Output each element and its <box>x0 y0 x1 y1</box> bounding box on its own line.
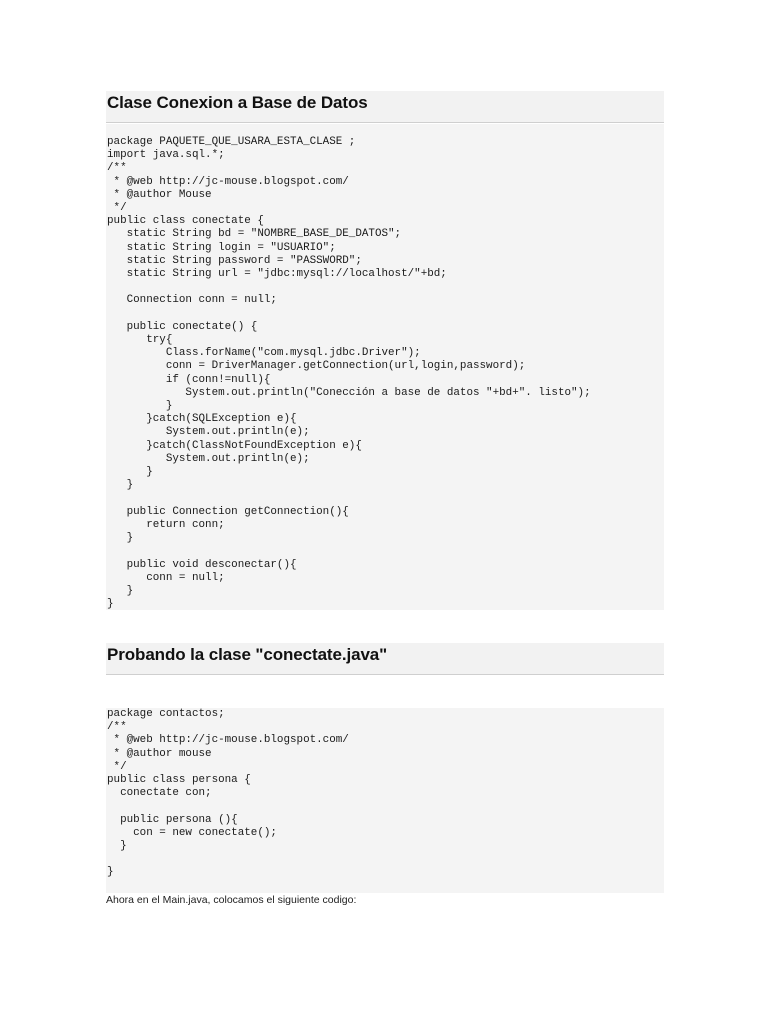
section-header <box>106 643 664 675</box>
code-listing-persona: package contactos; /** * @web http://jc-mouse.blogspot.com/ * @author mouse */ public class persona { conectate con; public persona (){ con = new conectate(); } } <box>107 708 349 879</box>
code-block <box>106 124 664 610</box>
code-block <box>106 708 664 893</box>
section-header <box>106 91 664 123</box>
body-text: Ahora en el Main.java, colocamos el siguiente codigo: <box>106 894 357 906</box>
code-listing-conectate: package PAQUETE_QUE_USARA_ESTA_CLASE ; import java.sql.*; /** * @web http://jc-mouse.blogspot.com/ * @author Mouse */ public class conectate { static String bd = "NOMBRE_BASE_DE_DATOS"; static String login = "USUARIO"; static String password = "PASSWORD"; static String url = "jdbc:mysql://localhost/"+bd; Connection conn = null; public conectate() { try{ Class.forName("com.mysql.jdbc.Driver"); conn = DriverManager.getConnection(url,login,password); if (conn!=null){ System.out.println("Conección a base de datos "+bd+". listo"); } }catch(SQLException e){ System.out.println(e); }catch(ClassNotFoundException e){ System.out.println(e); } } public Connection getConnection(){ return conn; } public void desconectar(){ conn = null; } } <box>107 136 591 610</box>
section-title: Clase Conexion a Base de Datos <box>107 93 368 112</box>
section-title: Probando la clase "conectate.java" <box>107 645 388 664</box>
